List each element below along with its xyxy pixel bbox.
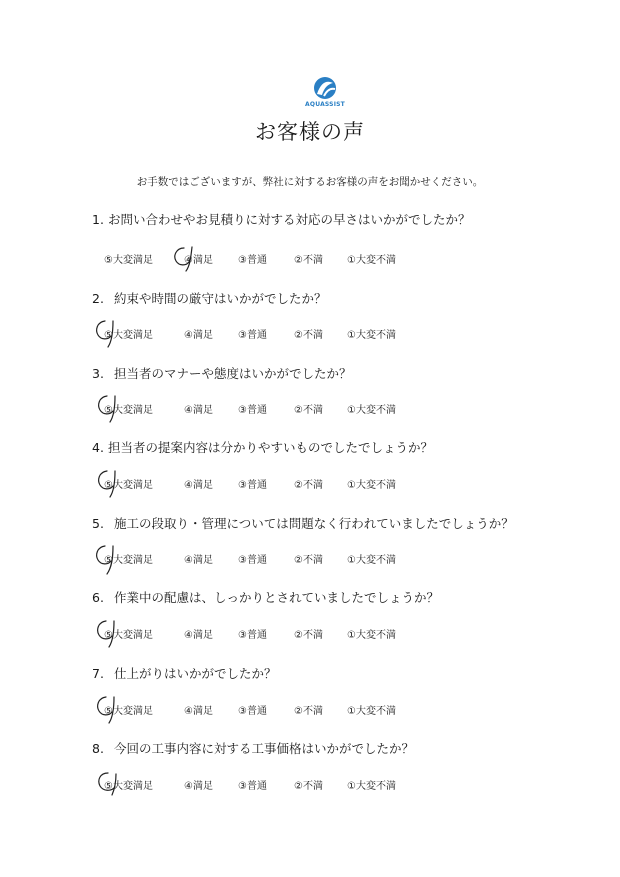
option-satisfied[interactable]: ④満足	[184, 255, 213, 266]
question-text: 仕上がりはいかがでしたか？	[114, 666, 277, 681]
option-neutral[interactable]: ③普通	[238, 330, 267, 341]
option-very-dissatisfied[interactable]: ①大変不満	[347, 330, 396, 341]
option-dissatisfied[interactable]: ②不満	[294, 555, 323, 566]
question-number: 5.	[92, 516, 104, 531]
option-dissatisfied[interactable]: ②不満	[294, 706, 323, 717]
question-8	[92, 739, 562, 757]
option-neutral[interactable]: ③普通	[238, 255, 267, 266]
question-number: 6.	[92, 590, 104, 605]
question-number: 2.	[92, 291, 104, 306]
option-very-dissatisfied[interactable]: ①大変不満	[347, 781, 396, 792]
option-satisfied[interactable]: ④満足	[184, 781, 213, 792]
option-very-dissatisfied[interactable]: ①大変不満	[347, 555, 396, 566]
question-text: 担当者のマナーや態度はいかがでしたか？	[114, 366, 352, 381]
question-4	[92, 438, 562, 456]
option-very-dissatisfied[interactable]: ①大変不満	[347, 480, 396, 491]
question-5	[92, 514, 562, 532]
option-dissatisfied[interactable]: ②不満	[294, 630, 323, 641]
question-text: お問い合わせやお見積りに対する対応の早さはいかがでしたか？	[108, 212, 471, 227]
options-row-3	[0, 401, 620, 421]
option-very-satisfied[interactable]: ⑤大変満足	[104, 255, 153, 266]
question-7	[92, 664, 562, 682]
option-dissatisfied[interactable]: ②不満	[294, 255, 323, 266]
option-very-satisfied[interactable]: ⑤大変満足	[104, 630, 153, 641]
options-row-4	[0, 476, 620, 496]
question-2	[92, 289, 562, 307]
option-neutral[interactable]: ③普通	[238, 555, 267, 566]
option-very-satisfied[interactable]: ⑤大変満足	[104, 706, 153, 717]
option-satisfied[interactable]: ④満足	[184, 555, 213, 566]
question-text: 担当者の提案内容は分かりやすいものでしたでしょうか？	[108, 440, 434, 455]
options-row-8	[0, 777, 620, 797]
option-very-satisfied[interactable]: ⑤大変満足	[104, 781, 153, 792]
option-neutral[interactable]: ③普通	[238, 706, 267, 717]
intro-text: お手数ではございますが、弊社に対するお客様の声をお聞かせください。	[136, 176, 484, 188]
question-6	[92, 588, 562, 606]
question-number: 7.	[92, 666, 104, 681]
option-very-satisfied[interactable]: ⑤大変満足	[104, 480, 153, 491]
option-satisfied[interactable]: ④満足	[184, 706, 213, 717]
option-satisfied[interactable]: ④満足	[184, 480, 213, 491]
option-very-satisfied[interactable]: ⑤大変満足	[104, 330, 153, 341]
option-neutral[interactable]: ③普通	[238, 480, 267, 491]
question-3	[92, 364, 562, 382]
question-number: 1.	[92, 212, 104, 227]
options-row-7	[0, 702, 620, 722]
question-text: 今回の工事内容に対する工事価格はいかがでしたか？	[114, 741, 415, 756]
question-text: 約束や時間の厳守はいかがでしたか？	[114, 291, 327, 306]
option-very-dissatisfied[interactable]: ①大変不満	[347, 255, 396, 266]
option-neutral[interactable]: ③普通	[238, 405, 267, 416]
option-dissatisfied[interactable]: ②不満	[294, 330, 323, 341]
options-row-1	[0, 251, 620, 271]
question-number: 3.	[92, 366, 104, 381]
option-very-satisfied[interactable]: ⑤大変満足	[104, 555, 153, 566]
options-row-5	[0, 551, 620, 571]
question-text: 作業中の配慮は、しっかりとされていましたでしょうか？	[114, 590, 440, 605]
option-very-satisfied[interactable]: ⑤大変満足	[104, 405, 153, 416]
option-neutral[interactable]: ③普通	[238, 630, 267, 641]
option-very-dissatisfied[interactable]: ①大変不満	[347, 706, 396, 717]
option-dissatisfied[interactable]: ②不満	[294, 480, 323, 491]
option-satisfied[interactable]: ④満足	[184, 630, 213, 641]
option-satisfied[interactable]: ④満足	[184, 405, 213, 416]
question-text: 施工の段取り・管理については問題なく行われていましたでしょうか？	[114, 516, 514, 531]
page-title: お客様の声	[255, 120, 365, 144]
question-number: 4.	[92, 440, 104, 455]
options-row-6	[0, 626, 620, 646]
logo-text: AQUASSIST	[305, 101, 345, 108]
question-number: 8.	[92, 741, 104, 756]
option-very-dissatisfied[interactable]: ①大変不満	[347, 630, 396, 641]
option-neutral[interactable]: ③普通	[238, 781, 267, 792]
option-dissatisfied[interactable]: ②不満	[294, 781, 323, 792]
option-dissatisfied[interactable]: ②不満	[294, 405, 323, 416]
options-row-2	[0, 326, 620, 346]
question-1	[92, 210, 562, 228]
option-satisfied[interactable]: ④満足	[184, 330, 213, 341]
option-very-dissatisfied[interactable]: ①大変不満	[347, 405, 396, 416]
